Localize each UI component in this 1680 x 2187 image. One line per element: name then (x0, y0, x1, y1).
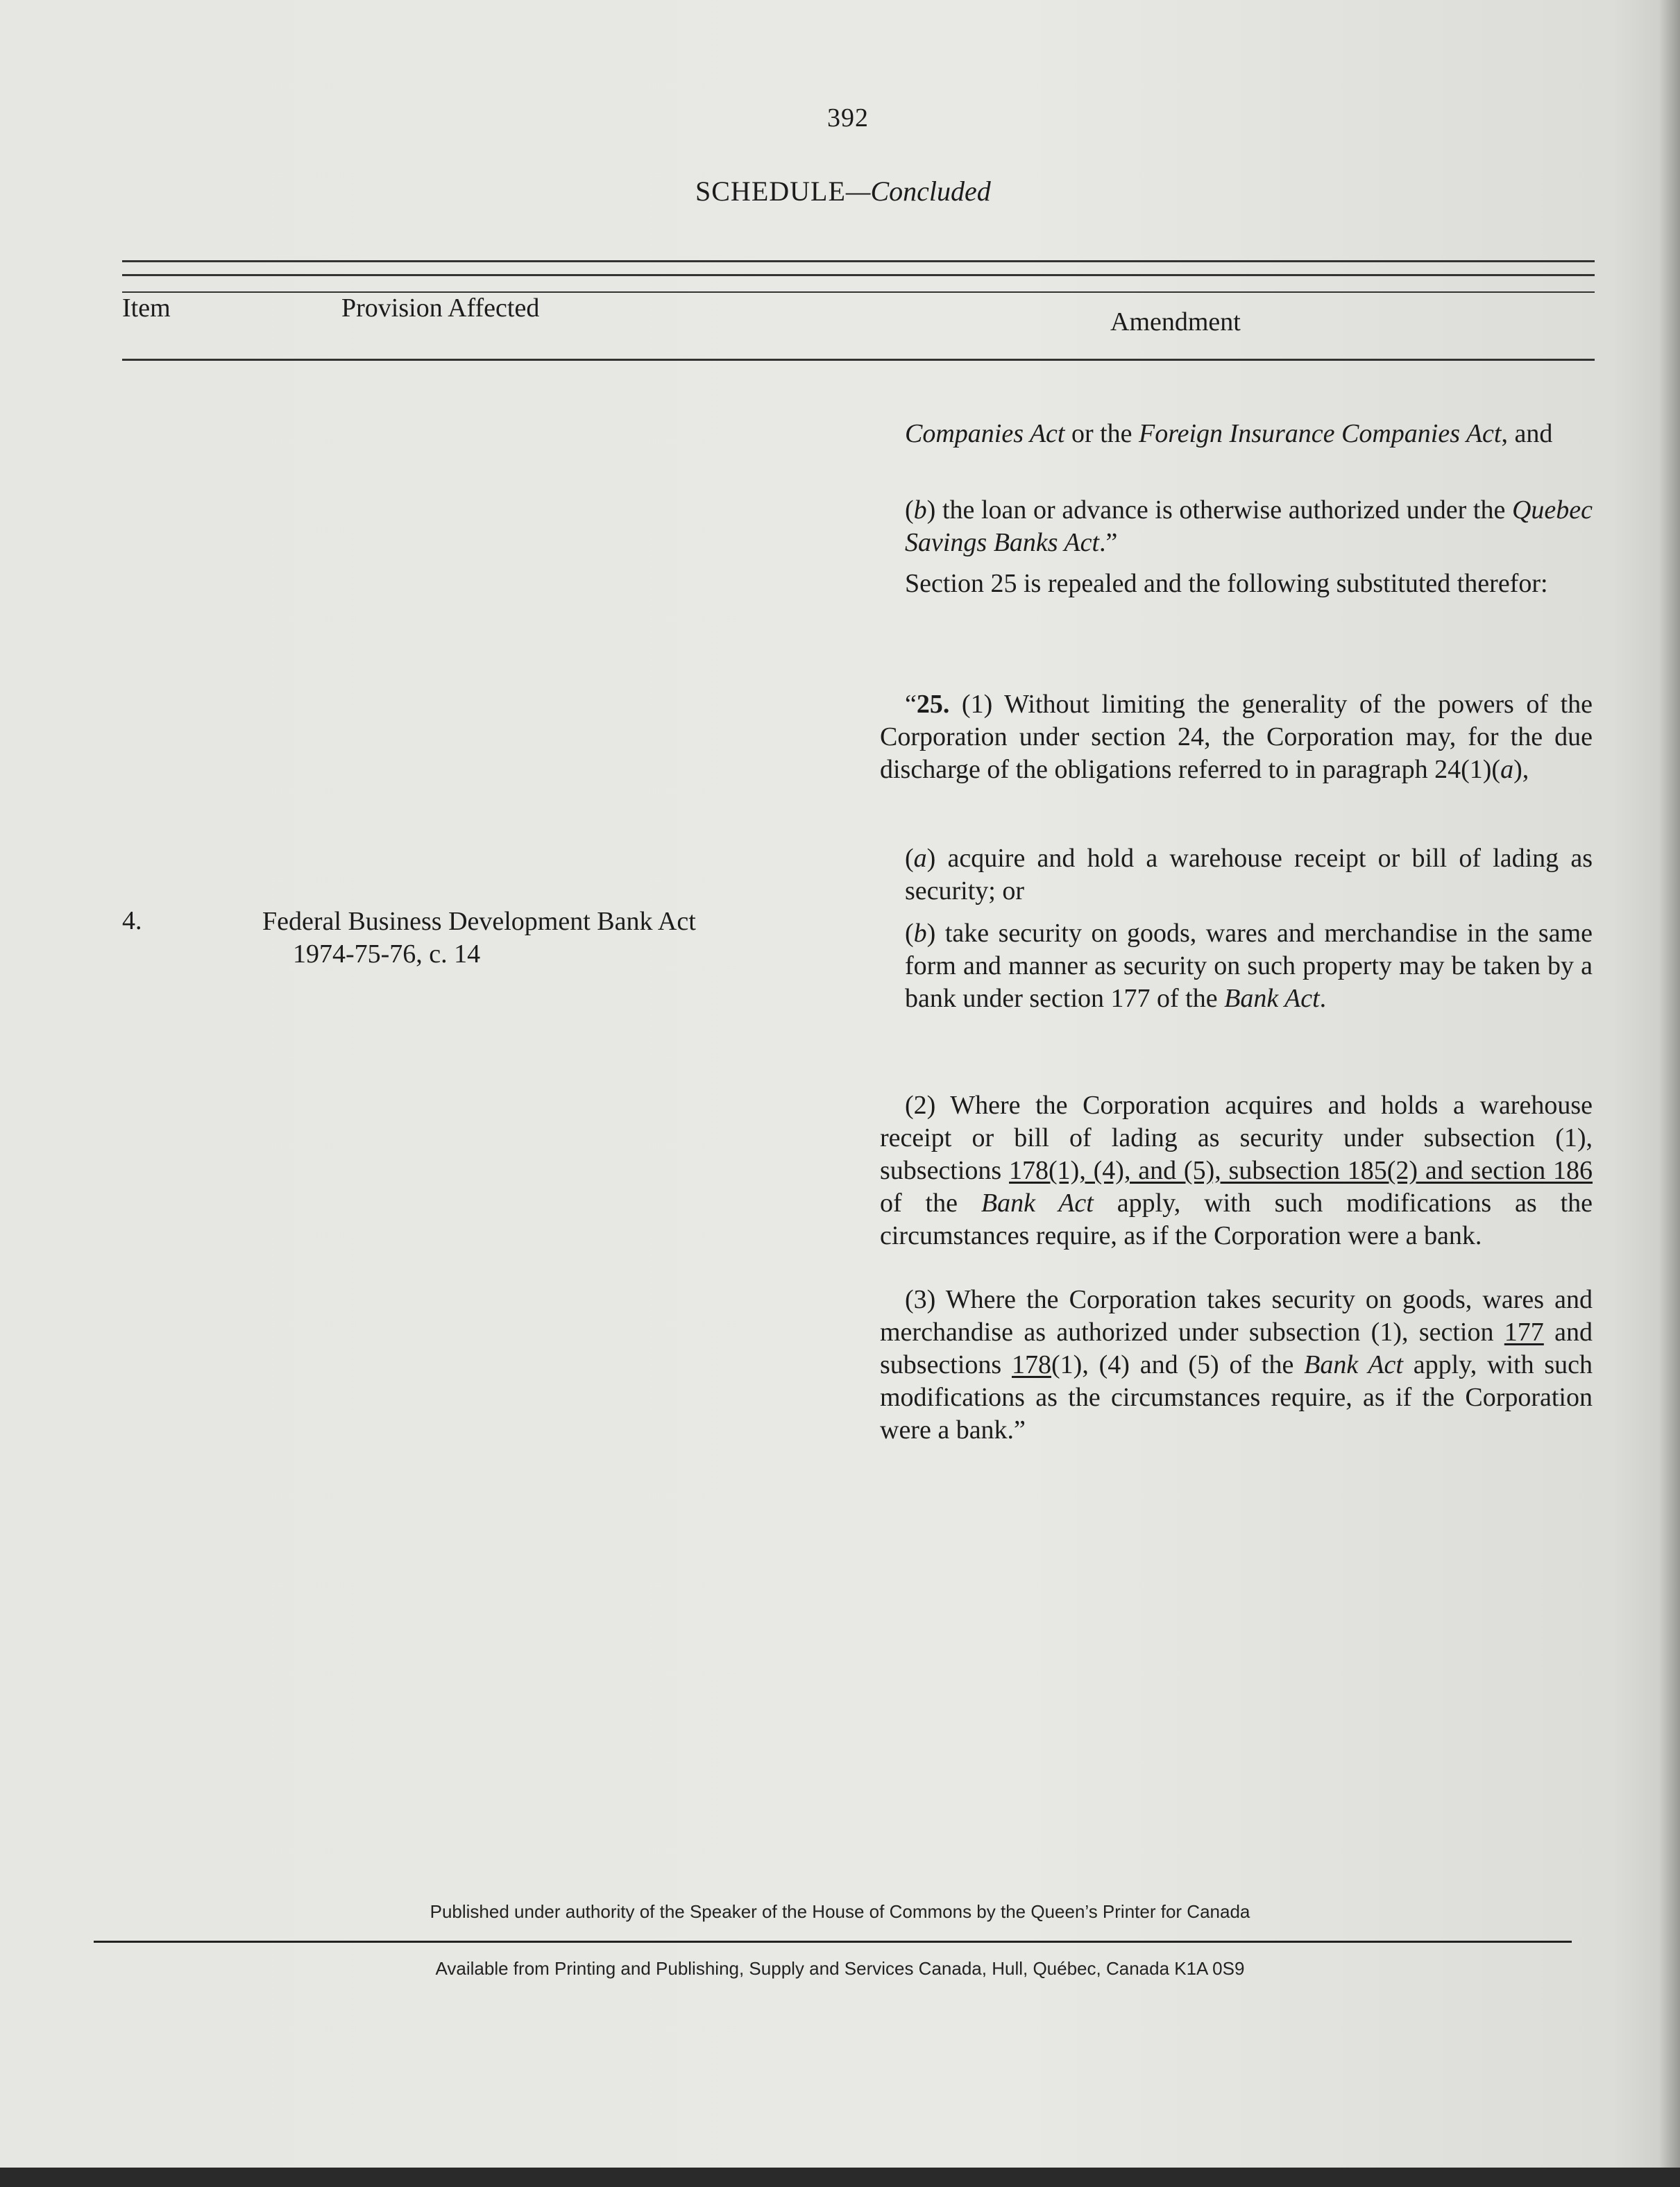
amendment-section-25-1: “25. (1) Without limiting the generality of the powers of the Corporation under section 24, the Corporation may, for the due discharge of the obligations referred to in paragraph 24(1)(a), (880, 690, 1593, 784)
publisher-notice: Published under authority of the Speaker of the House of Commons by the Queen’s Printer for Canada (430, 1901, 1250, 1922)
footer-rule (94, 1941, 1572, 1943)
amendment-clause-b: (b) the loan or advance is otherwise authorized under the Quebec Savings Banks Act.” (905, 495, 1593, 557)
column-header-provision: Provision Affected (341, 293, 540, 323)
schedule-heading-main: SCHEDULE (695, 176, 846, 207)
table-top-rule (122, 260, 1595, 262)
table-row-provision (262, 905, 696, 971)
amendment-clause-a: (a) acquire and hold a warehouse receipt or bill of lading as security; or (905, 844, 1593, 905)
amendment-paragraph: Companies Act or the Foreign Insurance Companies Act, and (905, 419, 1553, 448)
amendment-clause-b-security: (b) take security on goods, wares and merchandise in the same form and manner as security on such property may be taken by a bank under section 177 of the Bank Act. (905, 919, 1593, 1013)
amendment-section-25-2: (2) Where the Corporation acquires and holds a warehouse receipt or bill of lading as security under subsection (1), subsections 178(1), (4), and (5), subsection 185(2) and section 186 of the Bank Act apply, with such modifications as the circumstances require, as if the Corporation were a bank. (880, 1091, 1593, 1250)
page-number: 392 (827, 103, 869, 133)
scan-bottom-edge (0, 2168, 1680, 2187)
provision-citation: 1974-75-76, c. 14 (293, 939, 481, 969)
page-edge-shadow (1659, 0, 1680, 2187)
amendment-repeal-statement: Section 25 is repealed and the following substituted therefor: (905, 569, 1548, 598)
table-top-rule-double (122, 274, 1595, 276)
amendment-section-25-3: (3) Where the Corporation takes security on goods, wares and merchandise as authorized under subsection (1), section 177 and subsections 178(1), (4) and (5) of the Bank Act apply, with such modifications as the circumstances require, as if the Corporation were a bank.” (880, 1285, 1593, 1445)
provision-title: Federal Business Development Bank Act (262, 907, 696, 936)
column-header-amendment: Amendment (1110, 307, 1241, 337)
schedule-heading-suffix: —Concluded (845, 176, 991, 207)
schedule-heading (695, 175, 991, 207)
table-header-bottom-rule (122, 359, 1595, 361)
availability-notice: Available from Printing and Publishing, Supply and Services Canada, Hull, Québec, Canada K1A 0S9 (435, 1958, 1245, 1979)
column-header-item: Item (122, 293, 171, 323)
table-row-item-number: 4. (122, 906, 142, 935)
